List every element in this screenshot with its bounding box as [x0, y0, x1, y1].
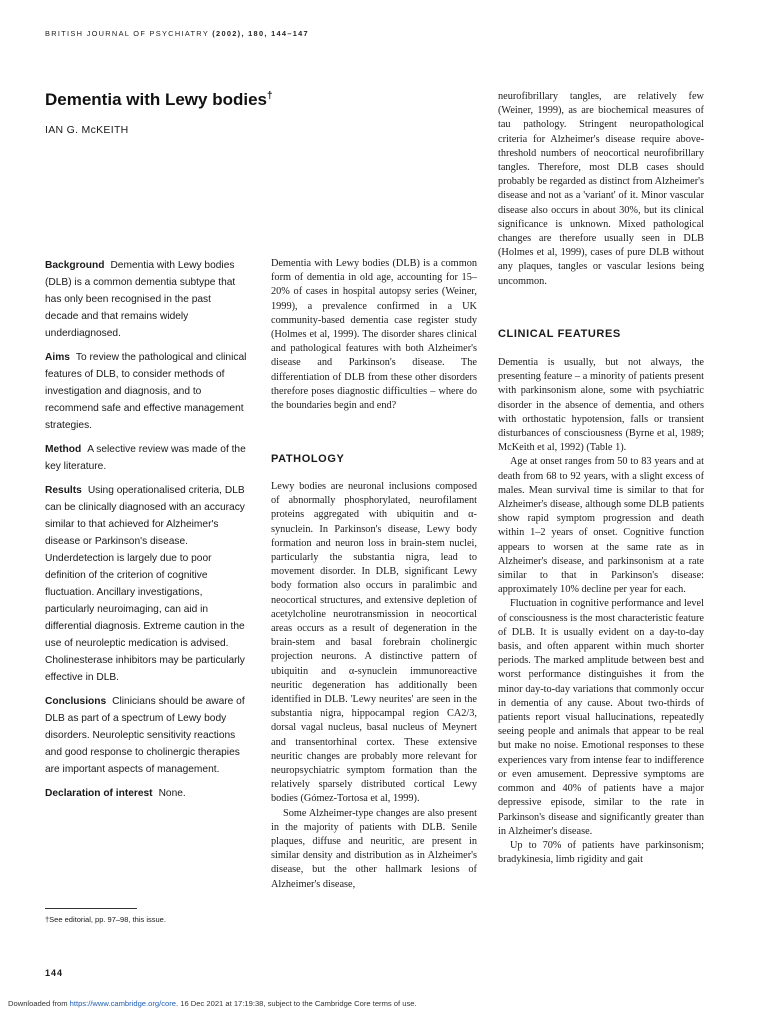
download-notice — [8, 999, 417, 1008]
abstract-background — [45, 257, 247, 342]
abstract-label: Background — [45, 260, 105, 271]
clinical-paragraph: Age at onset ranges from 50 to 83 years and at death from 68 to 92 years, with a slight excess of males. Mean survival time is similar to that for Alzheimer's disease, although some DLB patients show rapid symptom progression and death within 1–2 years of onset. Cognitive function appears to worsen at the same rate as in Alzheimer's disease, and parkinsonism at a rate similar to that in Parkinson's disease: approximately 10% decline per year for each. — [498, 456, 704, 596]
abstract-aims — [45, 349, 247, 434]
abstract-method — [45, 441, 247, 475]
clinical-paragraph: Fluctuation in cognitive performance and level of consciousness is the most characteristic feature of DLB. It is usually evident on a day-to-day basis, and often apparent within much shorter periods. The marked amplitude between best and worst performance distinguishes it from the minor day-to-day variations that commonly occur in dementia of any cause. About two-thirds of patients report visual hallucinations, repeatedly seeing people and animals that appear to be real but make no noise. Emotional responses to these experiences vary from intense fear to indifference or even amusement. Depressive symptoms are common and 40% of patients have a major depressive episode, similar to the rate in Parkinson's disease and significantly greater than in Alzheimer's disease. — [498, 598, 704, 837]
journal-citation: (2002), 180, 144–147 — [212, 29, 309, 38]
abstract-label: Results — [45, 485, 82, 496]
abstract-text: To review the pathological and clinical features of DLB, to consider methods of investigation and diagnosis, and to recommend safe and effective management strategies. — [45, 352, 247, 431]
clinical-paragraph: Up to 70% of patients have parkinsonism; bradykinesia, limb rigidity and gait — [498, 839, 704, 866]
clinical-features-heading: CLINICAL FEATURES — [498, 328, 621, 340]
abstract-text: A selective review was made of the key literature. — [45, 444, 246, 472]
article-title — [45, 90, 273, 110]
abstract-text: Clinicians should be aware of DLB as part of a spectrum of Lewy body disorders. Neuroleptic sensitivity reactions and good response to cholinergic therapies are important aspects of management. — [45, 696, 245, 775]
author-name: IAN G. McKEITH — [45, 124, 129, 136]
abstract-label: Aims — [45, 352, 70, 363]
abstract — [45, 257, 247, 809]
journal-name: BRITISH JOURNAL OF PSYCHIATRY — [45, 29, 209, 38]
abstract-text: None. — [158, 788, 186, 799]
pathology-heading: PATHOLOGY — [271, 453, 345, 465]
page-number: 144 — [45, 968, 64, 978]
article-title-text: Dementia with Lewy bodies — [45, 90, 267, 109]
footnote: †See editorial, pp. 97–98, this issue. — [45, 915, 166, 924]
pathology-continued-paragraph: neurofibrillary tangles, are relatively few (Weiner, 1999), as are biochemical measures of tau pathology. Stringent neuropathological criteria for Alzheimer's disease require above-threshold numbers of neocortical neurofibrillary tangles. Therefore, most DLB cases should probably be regarded as distinct from Alzheimer's disease and not as a 'variant' of it. Minor vascular disease also occurs in about 30%, but its clinical significance is unknown. Mixed pathological changes are therefore usually seen in DLB (Holmes et al, 1999), cases of pure DLB without any plaques, tangles or vascular lesions being uncommon. — [498, 91, 704, 287]
abstract-results — [45, 482, 247, 686]
pathology-column — [271, 480, 477, 892]
download-suffix: . 16 Dec 2021 at 17:19:38, subject to the Cambridge Core terms of use. — [176, 999, 417, 1008]
abstract-label: Conclusions — [45, 696, 107, 707]
intro-column — [271, 257, 477, 413]
clinical-paragraph: Dementia is usually, but not always, the presenting feature – a minority of patients present with parkinsonism alone, some with psychiatric disorder in the absence of dementia, and others with orthostatic hypotension, falls or transient disturbances of consciousness (Byrne et al, 1989; McKeith et al, 1992) (Table 1). — [498, 357, 704, 454]
abstract-label: Declaration of interest — [45, 788, 153, 799]
footnote-divider — [45, 908, 137, 909]
abstract-conclusions — [45, 693, 247, 778]
pathology-continued-column — [498, 90, 704, 289]
clinical-features-column — [498, 356, 704, 867]
abstract-text: Dementia with Lewy bodies (DLB) is a common dementia subtype that has only been recognised in the past decade and that remains widely underdiagnosed. — [45, 260, 236, 339]
intro-paragraph: Dementia with Lewy bodies (DLB) is a common form of dementia in old age, accounting for 15–20% of cases in hospital autopsy series (Weiner, 1999), a prevalence confirmed in a UK community-based dementia case register study (Holmes et al, 1999). The disorder shares clinical and pathological features with both Alzheimer's disease and Parkinson's disease. The differentiation of DLB from these other disorders therefore poses diagnostic difficulties – where do the boundaries begin and end? — [271, 258, 477, 412]
abstract-text: Using operationalised criteria, DLB can be clinically diagnosed with an accuracy similar to that achieved for Alzheimer's disease or Parkinson's disease. Underdetection is largely due to poor definition of the criterion of cognitive fluctuation. Ancillary investigations, particularly neuroimaging, can aid in differential diagnosis. Extreme caution in the use of neuroleptic medication is advised. Cholinesterase inhibitors may be particularly effective in DLB. — [45, 485, 245, 683]
abstract-declaration — [45, 785, 247, 802]
title-footnote-mark: † — [267, 90, 273, 102]
cambridge-core-link[interactable]: https://www.cambridge.org/core — [69, 999, 176, 1008]
running-head — [45, 29, 309, 38]
abstract-label: Method — [45, 444, 82, 455]
pathology-paragraph: Lewy bodies are neuronal inclusions composed of abnormally phosphorylated, neurofilament proteins aggregated with ubiquitin and α-synuclein. In Parkinson's disease, Lewy body formation and neuron loss in brain-stem nuclei, particularly the substantia nigra, lead to movement disorder. In DLB, significant Lewy body formation also occurs in paralimbic and neocortical structures, and extensive depletion of acetylcholine neurotransmission in neocortical areas occurs as a result of degeneration in the brain-stem and basal forebrain cholinergic projection neurons. A distinctive pattern of ubiquitin and α-synuclein immunoreactive neuritic degeneration has additionally been identified in DLB. 'Lewy neurites' are seen in the substantia nigra, hippocampal region CA2/3, dorsal vagal nucleus, basal nucleus of Meynert and transentorhinal cortex. These extensive neuritic changes are probably more relevant for neuropsychiatric symptom formation than the relatively sparsely distributed cortical Lewy bodies (Gómez-Tortosa et al, 1999). — [271, 481, 477, 805]
download-prefix: Downloaded from — [8, 999, 70, 1008]
pathology-paragraph: Some Alzheimer-type changes are also present in the majority of patients with DLB. Senile plaques, diffuse and neuritic, are present in similar density and distribution as in Alzheimer's disease, but the other hallmark lesions of Alzheimer's disease, — [271, 807, 477, 890]
